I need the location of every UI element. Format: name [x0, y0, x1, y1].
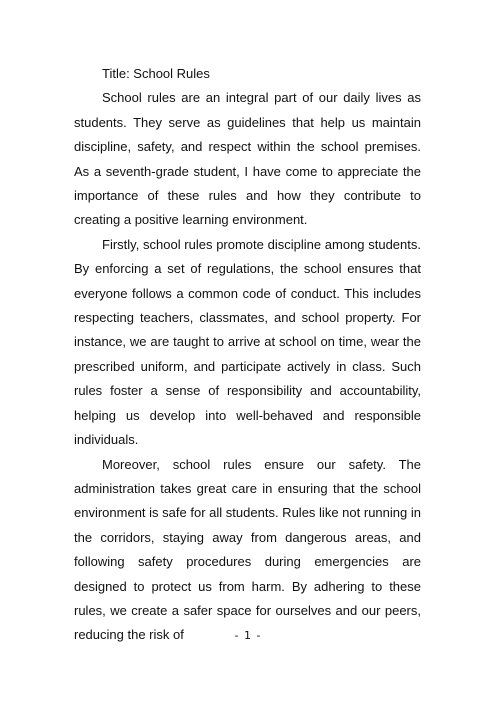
- document-body: [74, 62, 421, 648]
- document-title: Title: School Rules: [102, 66, 210, 81]
- paragraph-3: Moreover, school rules ensure our safety. The administration takes great care in ensuring that the school environment is safe for all students. Rules like not running in the corridors, staying away from dangerous areas, and following safety procedures during emergencies are designed to protect us from harm. By adhering to these rules, we create a safer space for ourselves and our peers, reducing the risk of: [74, 456, 421, 643]
- paragraph-2: Firstly, school rules promote discipline among students. By enforcing a set of regulations, the school ensures that everyone follows a common code of conduct. This includes respecting teachers, classmates, and school property. For instance, we are taught to arrive at school on time, wear the prescribed uniform, and participate actively in class. Such rules foster a sense of responsibility and accountability, helping us develop into well-behaved and responsible individuals.: [74, 236, 421, 448]
- paragraph-1: School rules are an integral part of our daily lives as students. They serve as guidelines that help us maintain discipline, safety, and respect within the school premises. As a seventh-grade student, I have come to appreciate the importance of these rules and how they contribute to creating a positive learning environment.: [74, 90, 421, 228]
- page-number: - 1 -: [234, 629, 262, 642]
